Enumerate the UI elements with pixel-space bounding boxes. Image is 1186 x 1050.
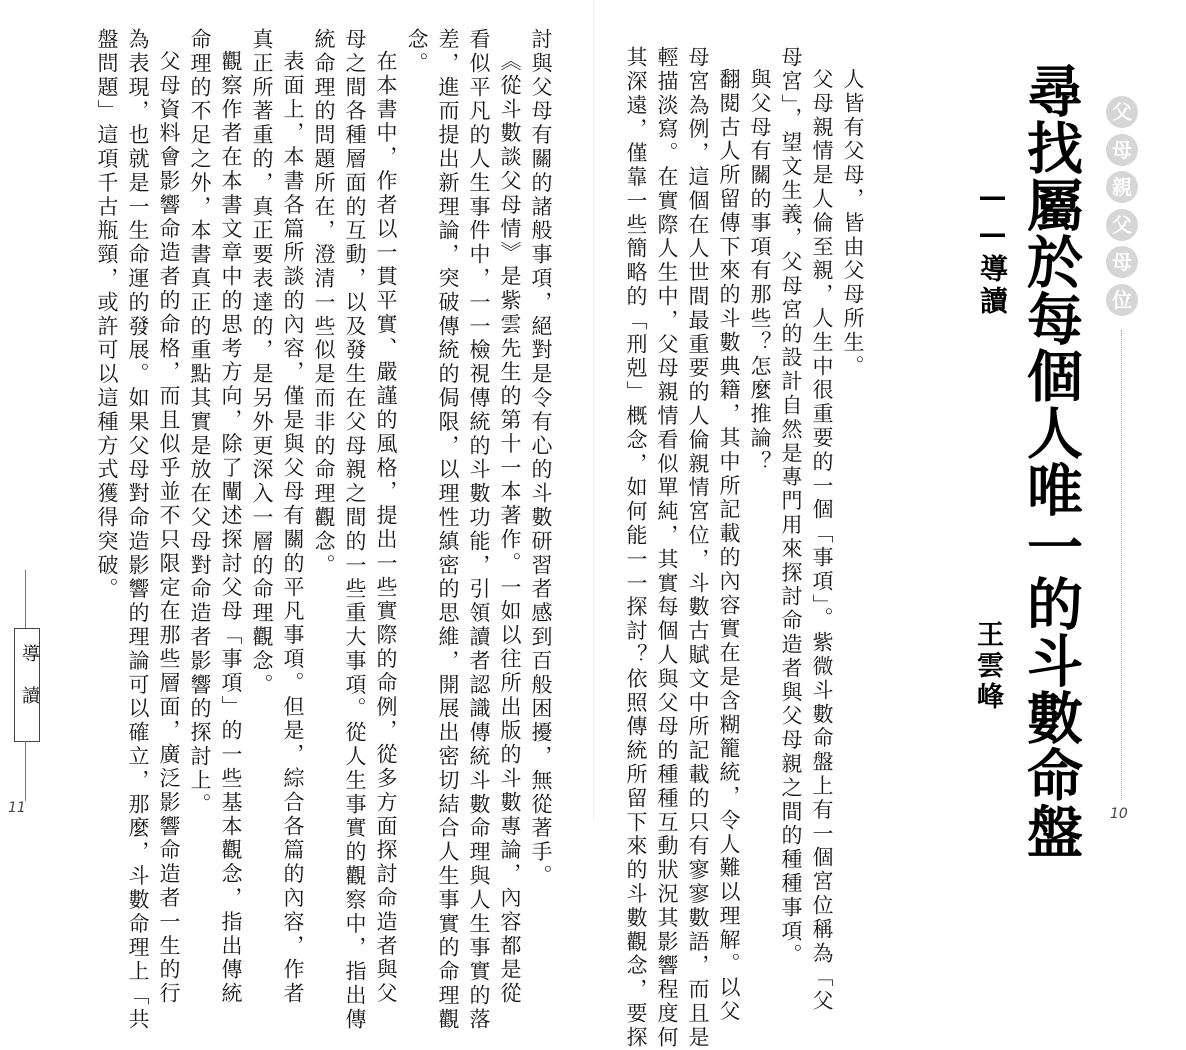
text-column: 母之間各種層面的互動，以及發生在父母親之間的一些重大事項。從人生事實的觀察中，指出傳 (343, 28, 367, 1032)
page-number-left: 11 (8, 800, 26, 816)
header-badge (1103, 96, 1141, 316)
page-number-right: 10 (1110, 806, 1128, 822)
text-column: 翻閱古人所留傳下來的斗數典籍，其中所記載的內容實在是含糊籠統，令人難以理解。以父 (717, 68, 741, 1024)
section-tab-label: 導讀 (19, 644, 40, 728)
badge-glyph: 位 (1106, 284, 1138, 316)
text-column: 差，進而提出新理論，突破傳統的侷限，以理性縝密的思維，開展出密切結合人生事實的命理觀 (436, 28, 460, 1032)
text-column: 《從斗數談父母情》是紫雲先生的第十一本著作。一如以往所出版的斗數專論，內容都是從 (498, 50, 522, 1006)
text-column: 父母資料會影響命造者的命格，而且似乎並不只限定在那些層面，廣泛影響命造者一生的行 (157, 50, 181, 1006)
text-column: 念。 (405, 28, 429, 76)
text-column: 表面上，本書各篇所談的內容，僅是與父母有關的平凡事項。但是，綜合各篇的內容，作者 (281, 50, 305, 1006)
text-column: 輕描淡寫。在實際人生中，父母親情看似單純，其實每個人與父母的種種互動狀況其影響程度何 (655, 46, 679, 1050)
text-column: 為表現，也就是一生命運的發展。如果父母對命造影響的理論可以確立，那麼，斗數命理上「共 (126, 28, 150, 1032)
text-column: 在本書中，作者以一貫平實、嚴謹的風格，提出一些實際的命例，從多方面探討命造者與父 (374, 50, 398, 1006)
text-column: 母宮為例，這個在人世間最重要的人倫親情宮位，斗數古賦文中所記載的只有寥寥數語，而且是 (686, 46, 710, 1050)
left-margin-rule-bottom (25, 741, 26, 801)
text-column: 人皆有父母，皆由父母所生。 (841, 68, 865, 379)
badge-glyph: 母 (1106, 246, 1138, 278)
badge-glyph: 親 (1106, 171, 1138, 203)
text-column: 盤問題」這項千古瓶頸，或許可以這種方式獲得突破。 (95, 28, 119, 602)
page-title: 尋找屬於每個人唯一的斗數命盤 (1018, 62, 1083, 860)
right-margin-rule (1121, 330, 1122, 800)
text-column: 看似平凡的人生事件中，一一檢視傳統的斗數功能，引領讀者認識傳統斗數命理與人生事實的落 (467, 28, 491, 1032)
text-column: 其深遠，僅靠一些簡略的「刑剋」概念，如何能一一探討？依照傳統所留下來的斗數觀念，要探 (624, 46, 648, 1050)
text-column: 討與父母有關的諸般事項，絕對是令有心的斗數研習者感到百般困擾，無從著手。 (529, 28, 553, 889)
author-name: 王雲峰 (972, 620, 1003, 713)
text-column: 與父母有關的事項有那些？怎麼推論？ (748, 68, 772, 475)
left-margin-rule-top (25, 570, 26, 628)
text-column: 命理的不足之外，本書真正的重點其實是放在父母對命造者影響的探討上。 (188, 28, 212, 817)
page-spine (593, 0, 594, 820)
badge-glyph: 父 (1106, 96, 1138, 128)
text-column: 統命理的問題所在，澄清一些似是而非的命理觀念。 (312, 28, 336, 578)
text-column: 父母親情是人倫至親，人生中很重要的一個「事項」。紫微斗數命盤上有一個宮位稱為「父 (810, 68, 834, 1014)
badge-glyph: 母 (1106, 134, 1138, 166)
text-column: 真正所著重的，真正要表達的，是另外更深入一層的命理觀念。 (250, 28, 274, 698)
text-column: 觀察作者在本書文章中的思考方向，除了闡述探討父母「事項」的一些基本觀念，指出傳統 (219, 50, 243, 1006)
page-subtitle: ——導讀 (976, 180, 1009, 318)
text-column: 母宮」，望文生義，父母宮的設計自然是專門用來探討命造者與父母親之間的種種事項。 (779, 46, 803, 968)
badge-glyph: 父 (1106, 209, 1138, 241)
